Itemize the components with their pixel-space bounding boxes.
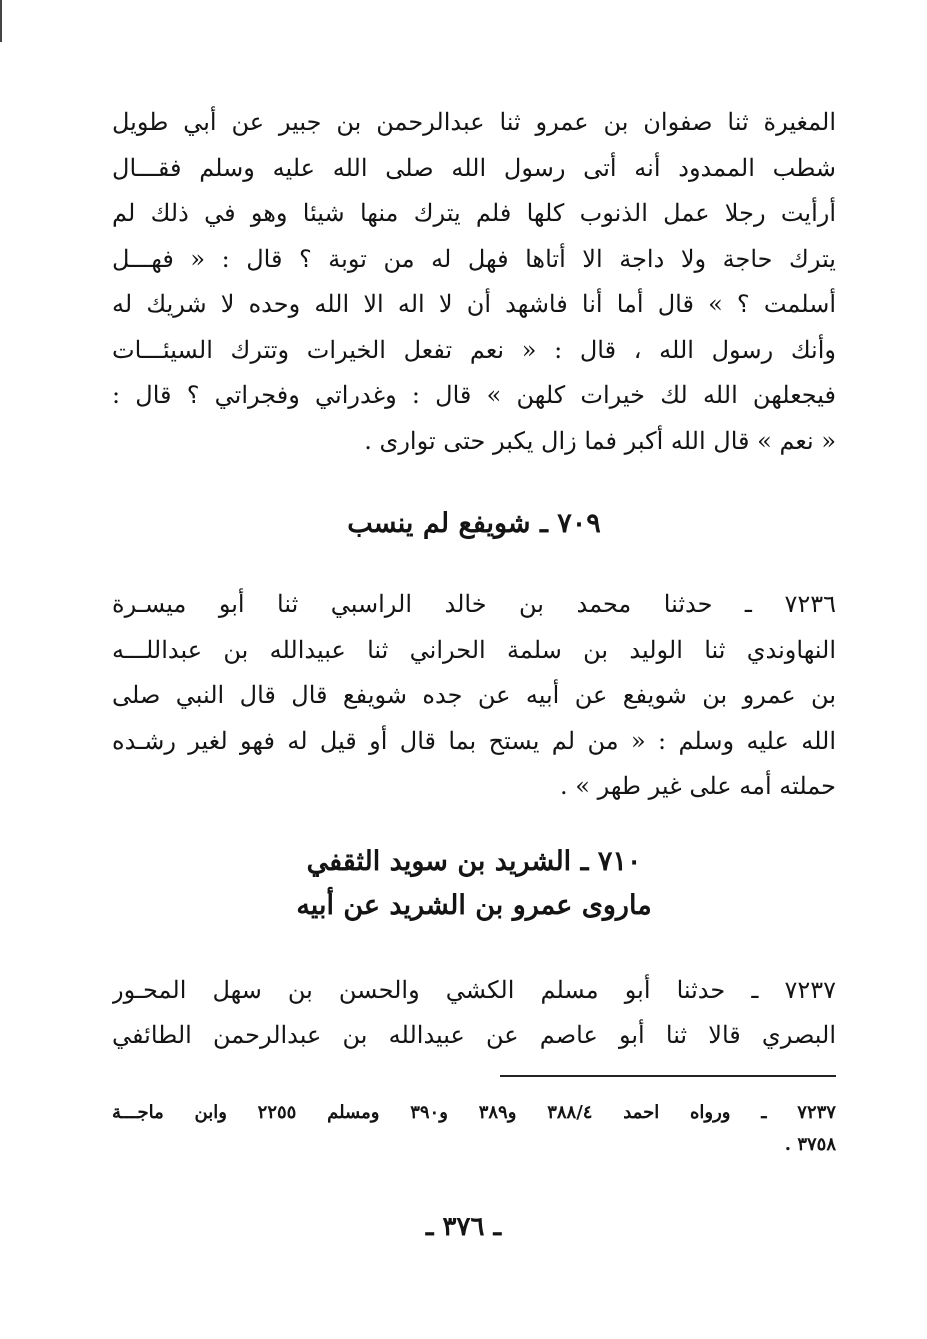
text-line: الله عليه وسلم : « من لم يستح بما قال أو قيل له فهو لغير رشـده — [112, 726, 836, 755]
text-line: « نعم » قال الله أكبر فما زال يكبر حتى توارى . — [364, 426, 836, 455]
text-line: فيجعلهن الله لك خيرات كلهن » قال : وغدراتي وفجراتي ؟ قال : — [112, 381, 836, 409]
text-line: بن عمرو بن شويفع عن أبيه عن جده شويفع قال قال النبي صلى — [112, 681, 836, 709]
chapter-heading-710 — [112, 840, 836, 928]
page-body — [112, 100, 836, 1161]
footnote-separator — [500, 1075, 836, 1077]
hadith-7236 — [112, 582, 836, 810]
text-line: المغيرة ثنا صفوان بن عمرو ثنا عبدالرحمن بن جبير عن أبي طويل — [112, 108, 836, 136]
text-line: النهاوندي ثنا الوليد بن سلمة الحراني ثنا عبيدالله بن عبداللـــه — [112, 635, 836, 664]
hadith-7237 — [112, 968, 836, 1059]
heading-title: ٧١٠ ـ الشريد بن سويد الثقفي — [306, 845, 642, 877]
text-line: وأنك رسول الله ، قال : « نعم تفعل الخيرات وتترك السيئـــات — [112, 335, 836, 364]
text-line: البصري قالا ثنا أبو عاصم عن عبيدالله بن عبدالرحمن الطائفي — [112, 1021, 836, 1049]
text-line: يترك حاجة ولا داجة الا أتاها فهل له من توبة ؟ قال : « فهـــل — [112, 244, 836, 273]
text-line: حملته أمه على غير طهر » . — [560, 772, 836, 800]
section-continuation — [112, 100, 836, 464]
footnote-line: ٧٢٣٧ ـ ورواه احمد ٣٨٨/٤ و٣٨٩ و٣٩٠ ومسلم ٢٢٥٥ وابن ماجـــة — [112, 1101, 836, 1123]
footnote — [112, 1097, 836, 1161]
text-line: ٧٢٣٧ ـ حدثنا أبو مسلم الكشي والحسن بن سهل المحـور — [112, 975, 836, 1004]
text-line: أسلمت ؟ » قال أما أنا فاشهد أن لا اله الا الله وحده لا شريك له — [112, 290, 836, 318]
text-line: شطب الممدود أنه أتى رسول الله صلى الله عليه وسلم فقـــال — [112, 153, 836, 182]
chapter-heading-709: ٧٠٩ ـ شويفع لم ينسب — [347, 508, 601, 539]
page-number: ـ ٣٧٦ ـ — [425, 1212, 502, 1242]
margin-rule — [0, 0, 2, 42]
text-line: أرأيت رجلا عمل الذنوب كلها فلم يترك منها شيئا وهو في ذلك لم — [112, 199, 836, 227]
footnote-line: ٣٧٥٨ . — [784, 1133, 836, 1155]
heading-subtitle: ماروى عمرو بن الشريد عن أبيه — [296, 889, 652, 921]
text-line: ٧٢٣٦ ـ حدثنا محمد بن خالد الراسبي ثنا أبو ميسـرة — [112, 590, 836, 618]
